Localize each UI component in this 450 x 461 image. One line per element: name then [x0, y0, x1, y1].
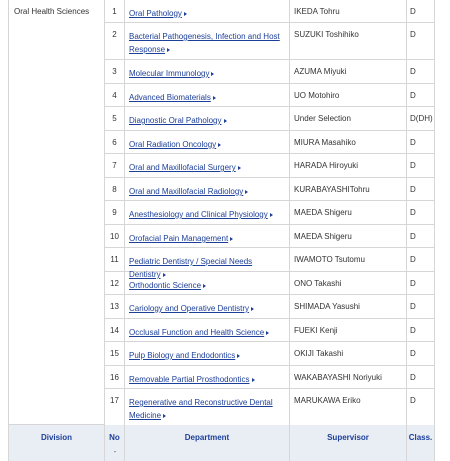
department-cell	[125, 389, 290, 425]
row-number-text: 12	[110, 279, 119, 288]
department-cell	[125, 0, 290, 22]
department-link[interactable]	[129, 187, 248, 196]
classification-cell	[407, 131, 435, 153]
department-cell	[125, 201, 290, 224]
department-cell	[125, 248, 290, 279]
department-name: Pulp Biology and Endodontics	[129, 351, 236, 360]
supervisor-name: Under Selection	[294, 114, 351, 123]
row-number	[105, 107, 125, 130]
classification-cell	[407, 272, 435, 294]
row-number-text: 13	[110, 302, 119, 311]
department-name: Pediatric Dentistry / Special Needs Dentistry	[129, 257, 253, 279]
classification-value: D	[410, 279, 416, 288]
department-name: Removable Partial Prosthodontics	[129, 375, 250, 384]
supervisor-name: SUZUKI Toshihiko	[294, 30, 359, 39]
table-row	[105, 23, 435, 60]
department-name: Advanced Biomaterials	[129, 93, 211, 102]
classification-value: D	[410, 349, 416, 358]
table-row	[105, 131, 435, 154]
classification-cell	[407, 225, 435, 247]
supervisor-cell	[290, 23, 407, 59]
supervisor-cell	[290, 342, 407, 365]
row-number-text: 8	[112, 185, 117, 194]
header-no-label: No	[109, 433, 120, 442]
row-number	[105, 319, 125, 341]
department-name: Cariology and Operative Dentistry	[129, 304, 250, 313]
arrow-right-icon	[211, 72, 214, 76]
department-link[interactable]	[129, 328, 269, 337]
department-cell	[125, 154, 290, 177]
classification-value: D	[410, 302, 416, 311]
table-row	[105, 84, 435, 107]
classification-cell	[407, 248, 435, 271]
row-number	[105, 225, 125, 247]
department-cell	[125, 295, 290, 318]
department-cell	[125, 60, 290, 83]
row-number	[105, 248, 125, 271]
arrow-right-icon	[203, 284, 206, 288]
row-number	[105, 60, 125, 83]
table-row	[105, 342, 435, 366]
classification-cell	[407, 0, 435, 22]
row-number	[105, 84, 125, 106]
row-number	[105, 154, 125, 177]
table-body	[105, 0, 435, 426]
table-row	[105, 272, 435, 295]
classification-cell	[407, 60, 435, 83]
supervisor-cell	[290, 319, 407, 341]
arrow-right-icon	[224, 119, 227, 123]
supervisor-name: IKEDA Tohru	[294, 7, 340, 16]
classification-value: D	[410, 232, 416, 241]
supervisor-name: UO Motohiro	[294, 91, 340, 100]
table-row	[105, 319, 435, 342]
department-link[interactable]	[129, 351, 240, 360]
classification-value: D	[410, 326, 416, 335]
classification-cell	[407, 201, 435, 224]
supervisor-name: HARADA Hiroyuki	[294, 161, 359, 170]
classification-value: D	[410, 138, 416, 147]
department-name: Bacterial Pathogenesis, Infection and Host Response	[129, 32, 280, 54]
supervisor-cell	[290, 0, 407, 22]
classification-cell	[407, 342, 435, 365]
classification-cell	[407, 366, 435, 388]
supervisor-name: WAKABAYASHI Noriyuki	[294, 373, 382, 382]
classification-cell	[407, 295, 435, 318]
classification-cell	[407, 389, 435, 425]
arrow-right-icon	[245, 190, 248, 194]
arrow-right-icon	[238, 166, 241, 170]
department-link[interactable]	[129, 32, 280, 54]
department-name: Orthodontic Science	[129, 281, 202, 290]
department-cell	[125, 272, 290, 294]
classification-cell	[407, 319, 435, 341]
graduate-table	[8, 0, 435, 461]
arrow-right-icon	[266, 331, 269, 335]
department-name: Anesthesiology and Clinical Physiology	[129, 210, 268, 219]
row-number-text: 9	[112, 208, 117, 217]
department-name: Oral and Maxillofacial Surgery	[129, 163, 236, 172]
department-link[interactable]	[129, 234, 233, 243]
row-number	[105, 201, 125, 224]
row-number-text: 5	[112, 114, 117, 123]
department-link[interactable]	[129, 140, 221, 149]
classification-value: D(DH)	[410, 114, 433, 123]
row-number	[105, 272, 125, 294]
classification-value: D	[410, 161, 416, 170]
supervisor-cell	[290, 225, 407, 247]
department-cell	[125, 23, 290, 59]
department-name: Orofacial Pain Management	[129, 234, 229, 243]
row-number-text: 7	[112, 161, 117, 170]
row-number-text: 15	[110, 349, 119, 358]
supervisor-cell	[290, 272, 407, 294]
table-row	[105, 389, 435, 426]
row-number	[105, 366, 125, 388]
table-row	[105, 201, 435, 225]
classification-value: D	[410, 7, 416, 16]
row-number	[105, 178, 125, 200]
row-number-text: 11	[110, 255, 119, 264]
header-supervisor: Supervisor	[290, 425, 407, 461]
row-number	[105, 389, 125, 425]
row-number	[105, 23, 125, 59]
supervisor-cell	[290, 107, 407, 130]
table-row	[105, 248, 435, 279]
classification-cell	[407, 154, 435, 177]
row-number-text: 2	[112, 30, 117, 39]
row-number-text: 6	[112, 138, 117, 147]
supervisor-cell	[290, 389, 407, 425]
arrow-right-icon	[184, 12, 187, 16]
supervisor-name: MAEDA Shigeru	[294, 208, 352, 217]
arrow-right-icon	[230, 237, 233, 241]
classification-value: D	[410, 396, 416, 405]
supervisor-name: AZUMA Miyuki	[294, 67, 347, 76]
arrow-right-icon	[237, 354, 240, 358]
arrow-right-icon	[218, 143, 221, 147]
header-department: Department	[125, 425, 290, 461]
table-row	[105, 0, 435, 23]
department-name: Diagnostic Oral Pathology	[129, 116, 222, 125]
header-no	[105, 425, 125, 461]
row-number-text: 17	[110, 396, 119, 405]
classification-value: D	[410, 208, 416, 217]
department-name: Molecular Immunology	[129, 69, 210, 78]
department-link[interactable]	[129, 93, 216, 102]
department-name: Oral Radiation Oncology	[129, 140, 217, 149]
arrow-right-icon	[213, 96, 216, 100]
arrow-right-icon	[252, 378, 255, 382]
classification-value: D	[410, 67, 416, 76]
row-number	[105, 295, 125, 318]
row-number-text: 16	[110, 373, 119, 382]
department-cell	[125, 131, 290, 153]
department-cell	[125, 342, 290, 365]
department-cell	[125, 366, 290, 388]
table-row	[105, 225, 435, 248]
classification-value: D	[410, 373, 416, 382]
supervisor-name: SHIMADA Yasushi	[294, 302, 360, 311]
table-row	[105, 60, 435, 84]
department-cell	[125, 178, 290, 200]
header-classification: Class.	[407, 425, 435, 461]
department-cell	[125, 107, 290, 130]
department-cell	[125, 84, 290, 106]
row-number-text: 14	[110, 326, 119, 335]
supervisor-cell	[290, 178, 407, 200]
row-number	[105, 342, 125, 365]
classification-cell	[407, 23, 435, 59]
table-row	[105, 154, 435, 178]
table-row	[105, 295, 435, 319]
supervisor-cell	[290, 248, 407, 271]
row-number-text: 10	[110, 232, 119, 241]
supervisor-cell	[290, 201, 407, 224]
supervisor-cell	[290, 366, 407, 388]
classification-value: D	[410, 30, 416, 39]
supervisor-name: MAEDA Shigeru	[294, 232, 352, 241]
classification-cell	[407, 107, 435, 130]
division-name: Oral Health Sciences	[14, 7, 90, 16]
department-link[interactable]	[129, 304, 254, 313]
classification-value: D	[410, 91, 416, 100]
division-cell	[8, 0, 105, 425]
department-name: Oral Pathology	[129, 9, 182, 18]
classification-cell	[407, 178, 435, 200]
department-cell	[125, 225, 290, 247]
supervisor-cell	[290, 131, 407, 153]
department-link[interactable]	[129, 281, 206, 290]
department-name: Regenerative and Reconstructive Dental Medicine	[129, 398, 273, 420]
row-number	[105, 0, 125, 22]
arrow-right-icon	[167, 48, 170, 52]
table-row	[105, 178, 435, 201]
row-number-text: 1	[112, 7, 117, 16]
row-number-text: 3	[112, 67, 117, 76]
department-link[interactable]	[129, 9, 187, 18]
supervisor-name: IWAMOTO Tsutomu	[294, 255, 365, 264]
department-name: Occlusal Function and Health Science	[129, 328, 265, 337]
department-link[interactable]	[129, 398, 273, 420]
supervisor-cell	[290, 84, 407, 106]
row-number-text: 4	[112, 91, 117, 100]
supervisor-name: KURABAYASHITohru	[294, 185, 370, 194]
department-name: Oral and Maxillofacial Radiology	[129, 187, 244, 196]
supervisor-name: MARUKAWA Eriko	[294, 396, 361, 405]
department-link[interactable]	[129, 210, 273, 219]
table-row	[105, 366, 435, 389]
department-link[interactable]	[129, 116, 227, 125]
arrow-right-icon	[163, 414, 166, 418]
row-number	[105, 131, 125, 153]
supervisor-cell	[290, 60, 407, 83]
header-division: Division	[8, 425, 105, 461]
department-cell	[125, 319, 290, 341]
supervisor-name: ONO Takashi	[294, 279, 342, 288]
department-link[interactable]	[129, 163, 241, 172]
supervisor-name: MIURA Masahiko	[294, 138, 356, 147]
classification-cell	[407, 84, 435, 106]
arrow-right-icon	[270, 213, 273, 217]
supervisor-cell	[290, 295, 407, 318]
table-header	[8, 425, 435, 461]
header-no-dash: -	[113, 447, 117, 456]
department-link[interactable]	[129, 69, 214, 78]
supervisor-name: FUEKI Kenji	[294, 326, 338, 335]
supervisor-cell	[290, 154, 407, 177]
department-link[interactable]	[129, 375, 255, 384]
supervisor-name: OKIJI Takashi	[294, 349, 344, 358]
classification-value: D	[410, 185, 416, 194]
table-row	[105, 107, 435, 131]
arrow-right-icon	[251, 307, 254, 311]
classification-value: D	[410, 255, 416, 264]
